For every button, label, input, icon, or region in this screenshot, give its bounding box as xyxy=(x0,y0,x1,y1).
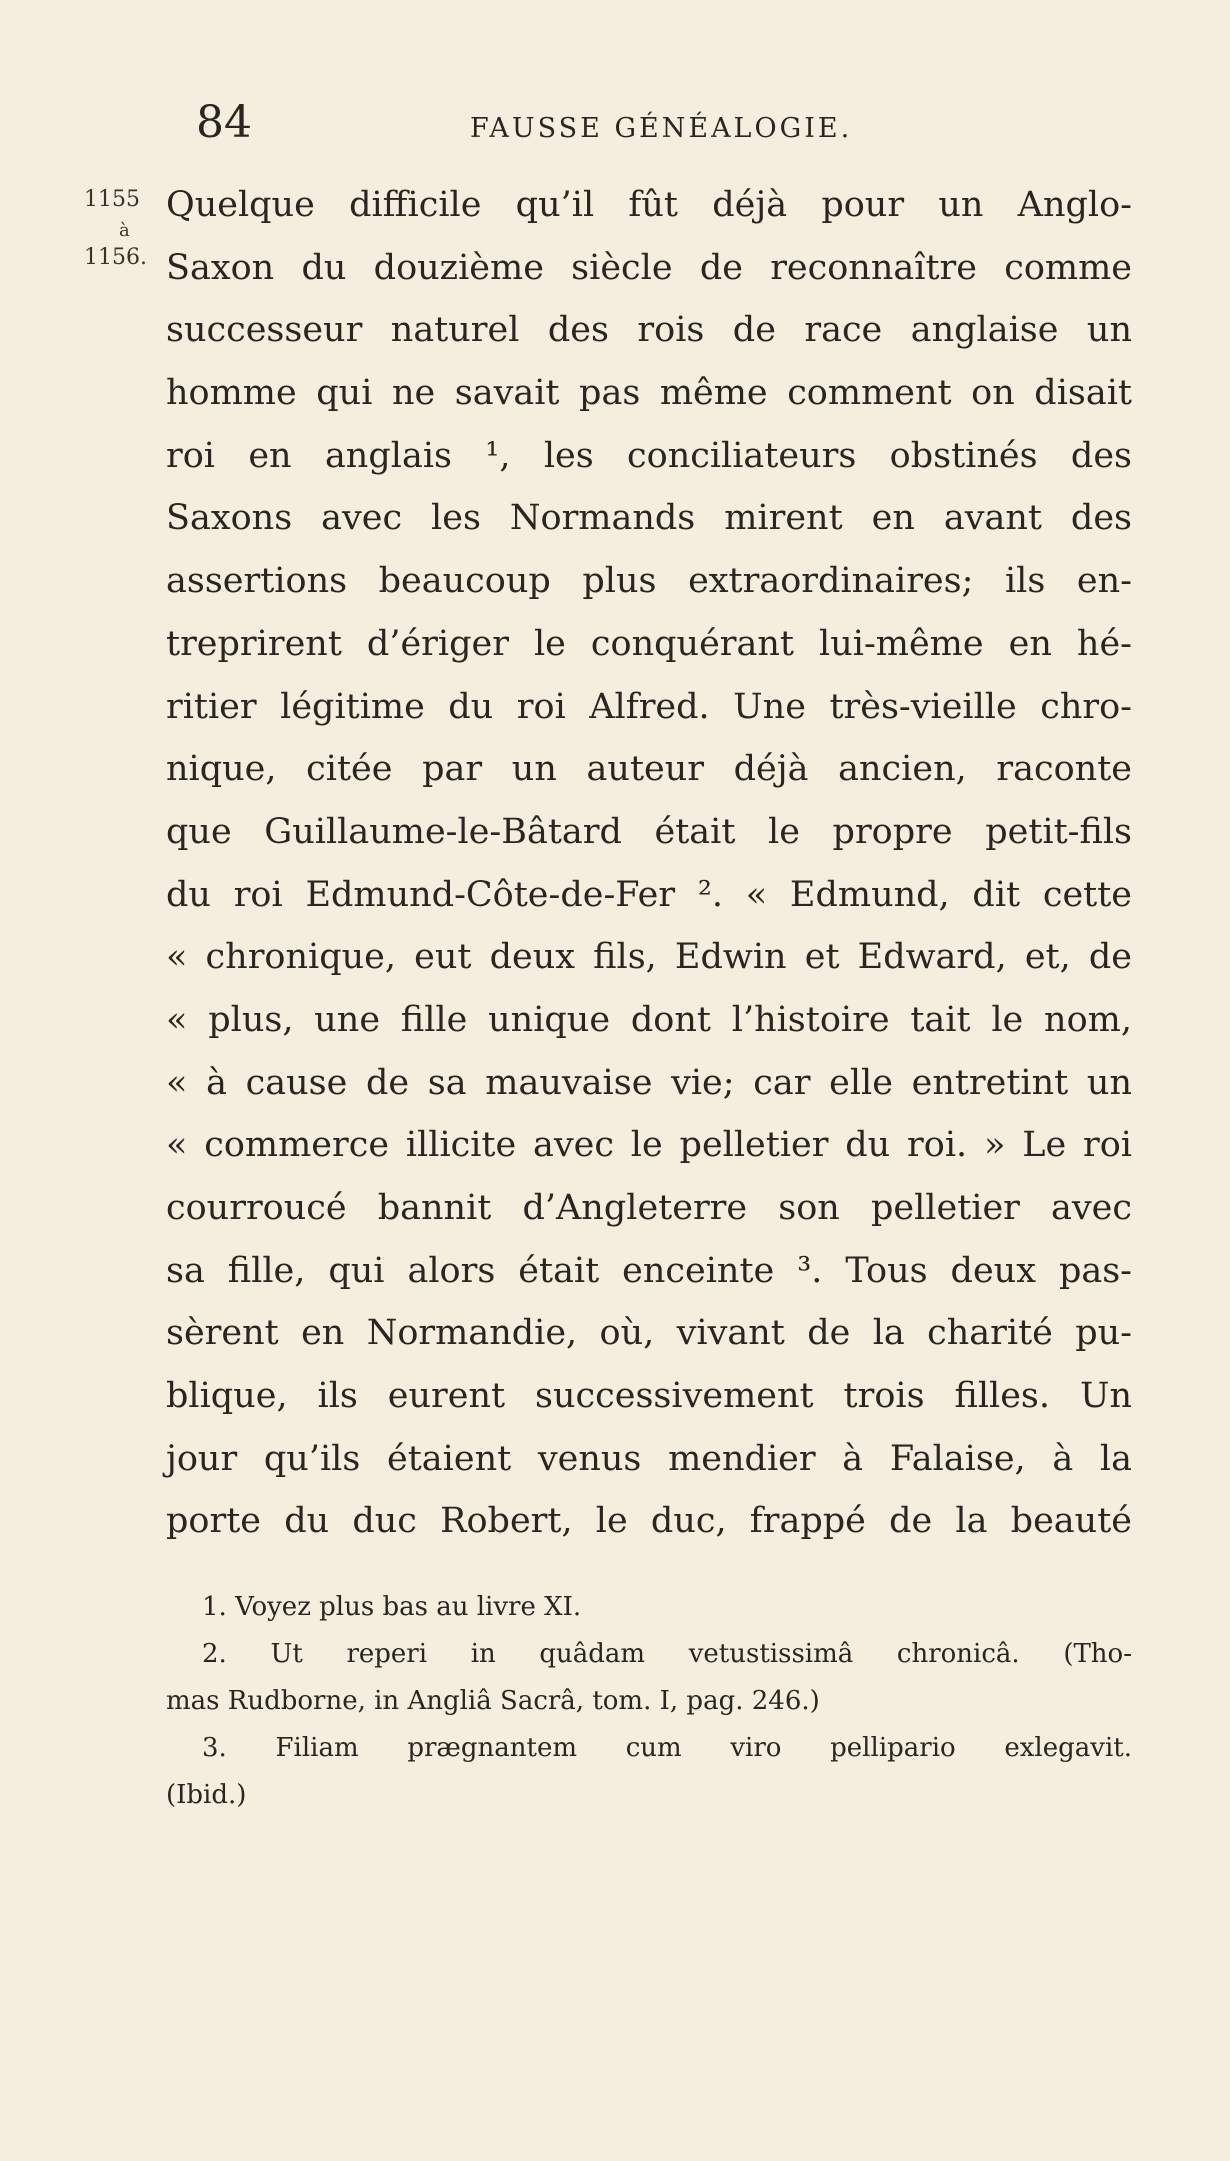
footnote-2-continued: mas Rudborne, in Angliâ Sacrâ, tom. I, pag. 246.) xyxy=(166,1686,820,1716)
page-number: 84 xyxy=(196,97,252,148)
margin-connector: à xyxy=(119,220,130,241)
text-line: jour qu’ils étaient venus mendier à Falaise, à la xyxy=(166,1438,1132,1479)
margin-year-start: 1155 xyxy=(84,187,140,212)
text-line: blique, ils eurent successivement trois filles. Un xyxy=(166,1376,1132,1417)
text-line: porte du duc Robert, le duc, frappé de la beauté xyxy=(166,1501,1132,1542)
text-line: ritier légitime du roi Alfred. Une très-vieille chro- xyxy=(166,686,1132,727)
text-line: successeur naturel des rois de race anglaise un xyxy=(166,310,1132,351)
text-line: « chronique, eut deux fils, Edwin et Edward, et, de xyxy=(166,937,1132,978)
text-line: roi en anglais ¹, les conciliateurs obstinés des xyxy=(166,435,1132,476)
text-line: sèrent en Normandie, où, vivant de la charité pu- xyxy=(166,1313,1132,1354)
text-line: sa fille, qui alors était enceinte ³. Tous deux pas- xyxy=(166,1250,1132,1291)
text-line: homme qui ne savait pas même comment on disait xyxy=(166,373,1132,414)
footnotes xyxy=(166,1584,1132,1819)
text-line: Quelque difficile qu’il fût déjà pour un Anglo- xyxy=(166,185,1132,225)
running-title: FAUSSE GÉNÉALOGIE. xyxy=(470,113,853,144)
text-line: « plus, une fille unique dont l’histoire tait le nom, xyxy=(166,999,1132,1040)
margin-year-end: 1156. xyxy=(84,245,147,270)
text-line: que Guillaume-le-Bâtard était le propre petit-fils xyxy=(166,811,1132,852)
text-line: « à cause de sa mauvaise vie; car elle entretint un xyxy=(166,1062,1132,1103)
text-line: « commerce illicite avec le pelletier du roi. » Le roi xyxy=(166,1125,1132,1166)
footnote-3-continued: (Ibid.) xyxy=(166,1780,247,1810)
footnote-1: 1. Voyez plus bas au livre XI. xyxy=(202,1592,582,1622)
footnote-3: 3. Filiam prægnantem cum viro pellipario exlegavit. xyxy=(202,1733,1132,1763)
main-text xyxy=(166,174,1132,1553)
text-line: nique, citée par un auteur déjà ancien, raconte xyxy=(166,749,1132,790)
text-line: courroucé bannit d’Angleterre son pelletier avec xyxy=(166,1188,1132,1228)
text-line: Saxons avec les Normands mirent en avant des xyxy=(166,498,1132,539)
footnote-2: 2. Ut reperi in quâdam vetustissimâ chronicâ. (Tho- xyxy=(202,1639,1132,1669)
text-line: assertions beaucoup plus extraordinaires; ils en- xyxy=(166,561,1132,602)
text-line: du roi Edmund-Côte-de-Fer ². « Edmund, dit cette xyxy=(166,874,1132,915)
text-line: Saxon du douzième siècle de reconnaître comme xyxy=(166,247,1132,288)
text-line: treprirent d’ériger le conquérant lui-même en hé- xyxy=(166,623,1132,664)
